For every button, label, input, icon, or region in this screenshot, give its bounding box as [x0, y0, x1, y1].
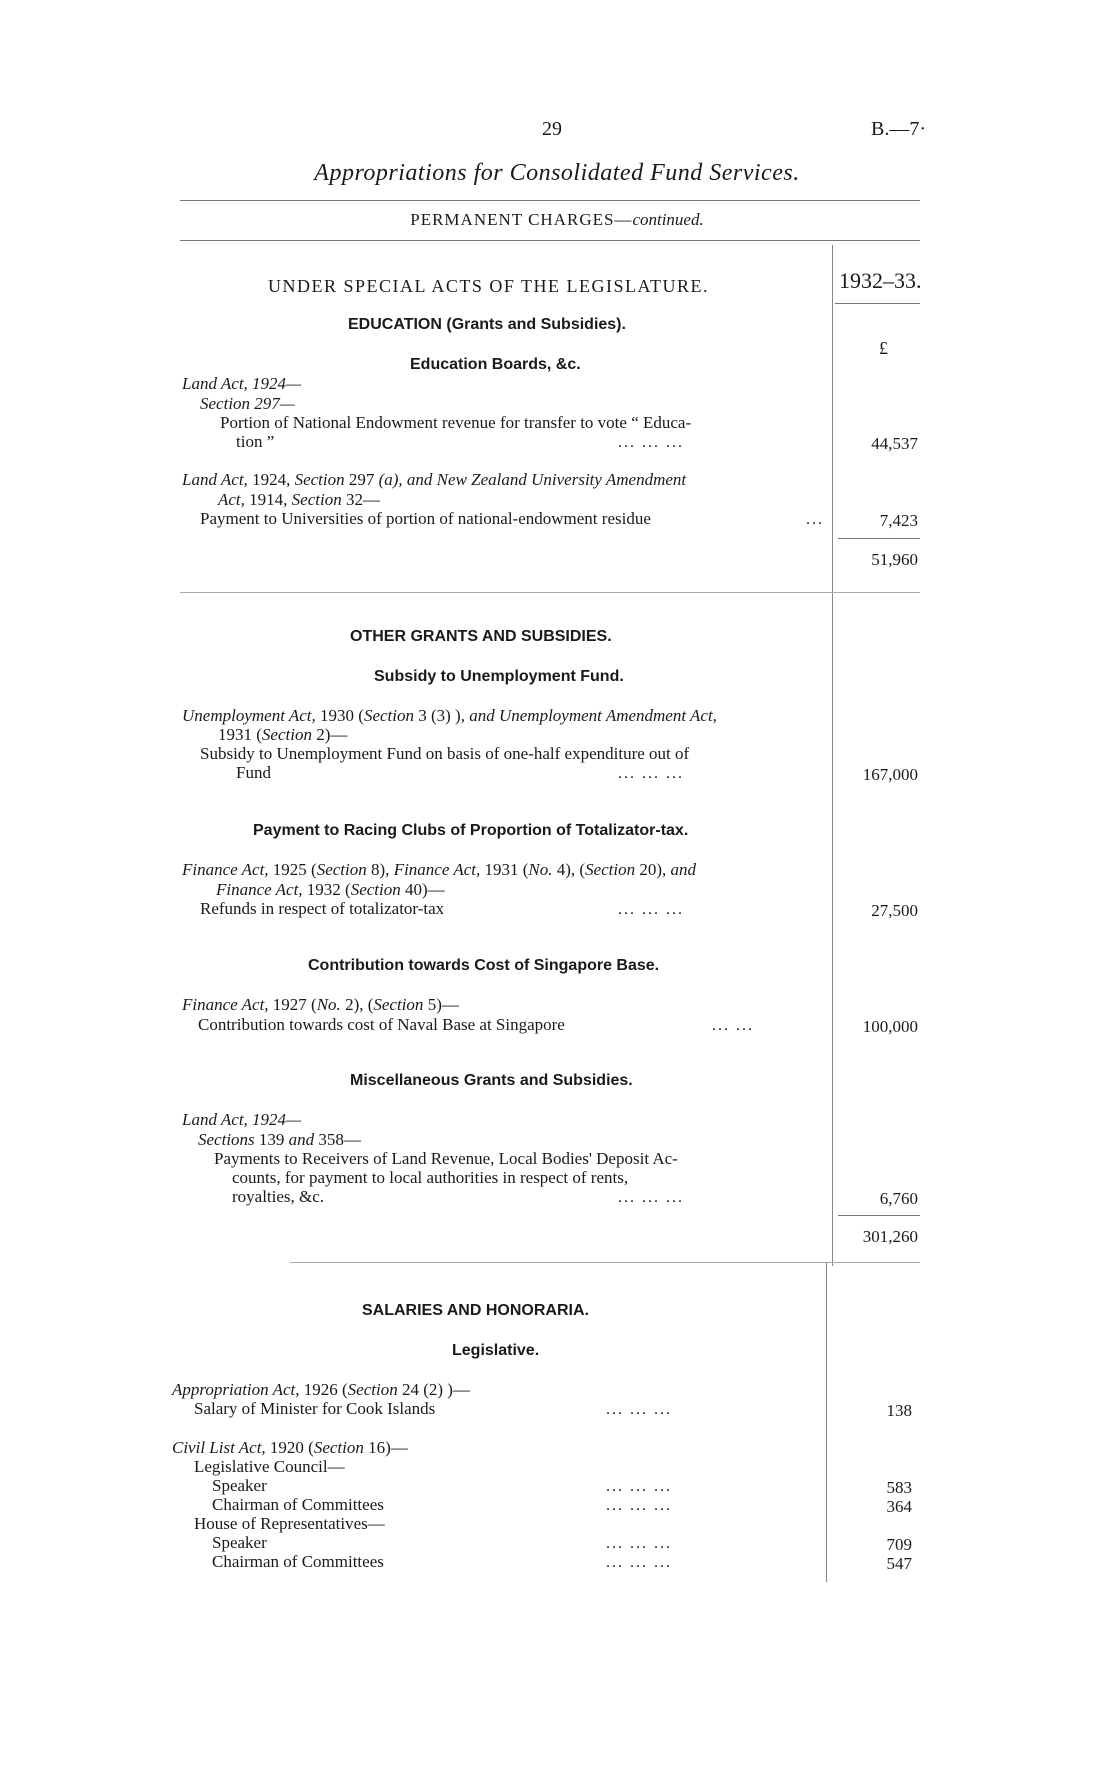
amount-value: 583: [886, 1478, 912, 1497]
leader-dots: ... ... ...: [606, 1535, 672, 1552]
section-subheading: EDUCATION (Grants and Subsidies).: [348, 316, 626, 333]
section-heading: SALARIES AND HONORARIA.: [362, 1302, 589, 1319]
leader-dots: ... ... ...: [606, 1497, 672, 1514]
item-description: royalties, &c.: [232, 1187, 325, 1206]
item-description: Payments to Receivers of Land Revenue, Local Bodies' Deposit Ac-: [214, 1149, 678, 1168]
subgroup-label: House of Representatives—: [194, 1514, 385, 1533]
item-description: Fund: [236, 763, 271, 782]
group-heading: Legislative.: [452, 1342, 540, 1359]
item-description: Chairman of Committees: [212, 1552, 384, 1571]
section-total: 301,260: [862, 1227, 918, 1246]
item-description: tion ”: [236, 432, 275, 451]
amount-value: 547: [886, 1554, 912, 1573]
item-description: Speaker: [212, 1476, 267, 1495]
year-column-header: 1932–33.: [839, 268, 922, 293]
amount-column-divider: [832, 245, 833, 600]
amount-value: 27,500: [871, 901, 918, 920]
act-section: Section 297—: [200, 394, 295, 413]
leader-dots: ... ... ...: [618, 901, 684, 918]
group-heading: Contribution towards Cost of Singapore Base.: [308, 957, 660, 974]
amount-column-divider: [832, 598, 833, 1266]
act-citation: Finance Act, 1932 (Section 40)—: [216, 880, 445, 899]
currency-label: £: [879, 338, 888, 358]
act-citation: Land Act, 1924—: [182, 374, 302, 393]
item-description: counts, for payment to local authorities in respect of rents,: [232, 1168, 629, 1187]
item-description: Refunds in respect of totalizator-tax: [200, 899, 445, 918]
subtotal-rule: [838, 1215, 920, 1216]
act-citation: Civil List Act, 1920 (Section 16)—: [172, 1438, 408, 1457]
page-number: 29: [542, 118, 562, 140]
act-citation: Land Act, 1924—: [182, 1110, 302, 1129]
subtotal-rule: [838, 538, 920, 539]
amount-value: 138: [886, 1401, 912, 1420]
leader-dots: ... ... ...: [618, 434, 684, 451]
leader-dots: ... ... ...: [606, 1554, 672, 1571]
amount-value: 364: [886, 1497, 912, 1516]
act-citation: 1931 (Section 2)—: [218, 725, 348, 744]
section-rule: [290, 1262, 920, 1263]
group-heading: Miscellaneous Grants and Subsidies.: [350, 1072, 633, 1089]
item-description: Speaker: [212, 1533, 267, 1552]
section-total: 51,960: [871, 550, 918, 569]
amount-value: 167,000: [862, 765, 918, 784]
act-citation: Unemployment Act, 1930 (Section 3 (3) ), and Unemployment Amendment Act,: [182, 706, 717, 725]
amount-value: 7,423: [879, 511, 918, 530]
leader-dots: ... ... ...: [618, 765, 684, 782]
leader-dots: ...: [806, 511, 824, 528]
leader-dots: ... ... ...: [606, 1478, 672, 1495]
subtitle-rule: [180, 240, 920, 241]
act-citation: Act, 1914, Section 32—: [218, 490, 380, 509]
act-citation: Appropriation Act, 1926 (Section 24 (2) )—: [172, 1380, 470, 1399]
leader-dots: ... ... ...: [606, 1401, 672, 1418]
year-rule: [835, 303, 920, 304]
subgroup-label: Legislative Council—: [194, 1457, 345, 1476]
amount-value: 100,000: [862, 1017, 918, 1036]
section-rule: [180, 592, 920, 593]
act-citation: Land Act, 1924, Section 297 (a), and New Zealand University Amendment: [182, 470, 687, 489]
item-description: Portion of National Endowment revenue for transfer to vote “ Educa-: [220, 413, 692, 432]
act-citation: Finance Act, 1925 (Section 8), Finance Act, 1931 (No. 4), (Section 20), and: [182, 860, 697, 879]
group-heading: Education Boards, &c.: [410, 356, 581, 373]
page-subtitle: PERMANENT CHARGES—continued.: [410, 210, 704, 229]
section-heading: UNDER SPECIAL ACTS OF THE LEGISLATURE.: [268, 276, 710, 296]
group-heading: Payment to Racing Clubs of Proportion of Totalizator-tax.: [253, 822, 689, 839]
act-citation: Finance Act, 1927 (No. 2), (Section 5)—: [182, 995, 459, 1014]
section-heading: OTHER GRANTS AND SUBSIDIES.: [350, 628, 612, 645]
amount-value: 6,760: [879, 1189, 918, 1208]
leader-dots: ... ... ...: [618, 1189, 684, 1206]
item-description: Salary of Minister for Cook Islands: [194, 1399, 436, 1418]
act-section: Sections 139 and 358—: [198, 1130, 361, 1149]
amount-column-divider: [826, 1262, 827, 1582]
group-heading: Subsidy to Unemployment Fund.: [374, 668, 624, 685]
item-description: Contribution towards cost of Naval Base at Singapore: [198, 1015, 565, 1034]
item-description: Subsidy to Unemployment Fund on basis of one-half expenditure out of: [200, 744, 690, 763]
amount-value: 44,537: [871, 434, 918, 453]
document-reference: B.—7·: [871, 118, 926, 140]
amount-value: 709: [886, 1535, 912, 1554]
title-rule: [180, 200, 920, 201]
page-title: Appropriations for Consolidated Fund Services.: [314, 160, 800, 186]
item-description: Payment to Universities of portion of national-endowment residue: [200, 509, 651, 528]
item-description: Chairman of Committees: [212, 1495, 384, 1514]
leader-dots: ... ...: [712, 1017, 754, 1034]
